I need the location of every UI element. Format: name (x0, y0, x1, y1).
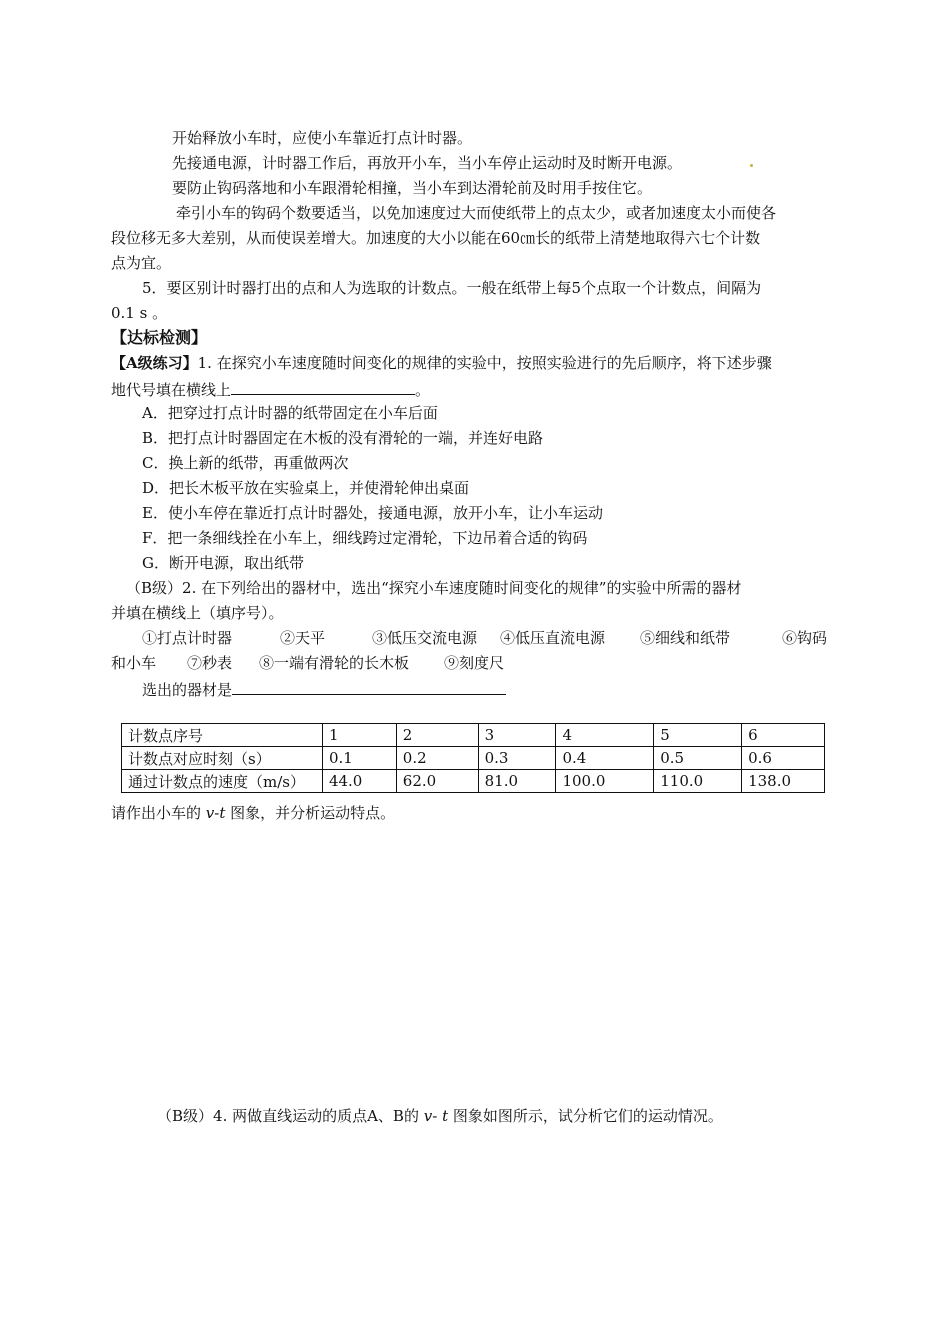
q1-answer-blank[interactable] (231, 378, 415, 395)
q1-stem-line-1 (111, 353, 772, 373)
q1-stem-a: 1. 在探究小车速度随时间变化的规律的实验中，按照实验进行的先后顺序，将下述步骤 (197, 354, 772, 372)
q4-dash: - (432, 1107, 443, 1125)
q3-var-v: v (205, 804, 215, 822)
q2-item-6-cont: 和小车 (111, 654, 157, 672)
table-cell: 计数点对应时刻（s） (122, 747, 323, 770)
table-cell: 计数点序号 (122, 724, 323, 747)
q4-var-t: t (442, 1107, 449, 1125)
table-cell: 通过计数点的速度（m/s） (122, 770, 323, 793)
table-cell: 100.0 (556, 770, 654, 793)
table-cell: 81.0 (478, 770, 556, 793)
note-2: 先接通电源，计时器工作后，再放开小车，当小车停止运动时及时断开电源。 (172, 154, 683, 172)
speck-mark (750, 164, 753, 167)
note-5-line-1: 5．要区别计时器打出的点和人为选取的计数点。一般在纸带上每5个点取一个计数点，间隔为 (142, 279, 762, 297)
table-cell: 6 (742, 724, 825, 747)
table-cell: 0.2 (396, 747, 478, 770)
q1-stem-end: 。 (415, 381, 431, 399)
q1-level-label: 【A级练习】 (111, 354, 198, 372)
table-cell: 62.0 (396, 770, 478, 793)
note-1: 开始释放小车时，应使小车靠近打点计时器。 (172, 129, 473, 147)
q1-option-e: E．使小车停在靠近打点计时器处，接通电源，放开小车，让小车运动 (142, 504, 603, 522)
q2-item-7: ⑦秒表 (187, 654, 233, 672)
note-3: 要防止钩码落地和小车跟滑轮相撞，当小车到达滑轮前及时用手按住它。 (172, 179, 653, 197)
q2-answer-blank[interactable] (232, 678, 506, 695)
table-cell: 1 (322, 724, 396, 747)
table-cell: 0.5 (654, 747, 742, 770)
table-row (122, 747, 825, 770)
table-cell: 0.4 (556, 747, 654, 770)
q4-text-a: （B级）4. 两做直线运动的质点A、B的 (157, 1107, 424, 1125)
table-cell: 0.3 (478, 747, 556, 770)
q2-item-5: ⑤细线和纸带 (640, 629, 731, 647)
q2-item-9: ⑨刻度尺 (444, 654, 505, 672)
q3-var-t: t (219, 804, 226, 822)
q4-text-b: 图象如图所示，试分析它们的运动情况。 (448, 1107, 723, 1125)
section-title: 【达标检测】 (111, 328, 208, 347)
table-cell: 4 (556, 724, 654, 747)
q3-dash: - (214, 804, 220, 822)
q2-item-8: ⑧一端有滑轮的长木板 (259, 654, 410, 672)
q2-answer-line (142, 678, 506, 700)
table-cell: 2 (396, 724, 478, 747)
q1-stem-line-2 (111, 378, 430, 400)
table-cell: 0.6 (742, 747, 825, 770)
q2-item-2: ②天平 (280, 629, 326, 647)
q1-option-d: D．把长木板平放在实验桌上，并使滑轮伸出桌面 (142, 479, 470, 497)
table-cell: 138.0 (742, 770, 825, 793)
q1-option-a: A．把穿过打点计时器的纸带固定在小车后面 (142, 404, 438, 422)
q3-text-a: 请作出小车的 (111, 804, 206, 822)
note-4-line-3: 点为宜。 (111, 254, 172, 272)
q1-option-b: B．把打点计时器固定在木板的没有滑轮的一端，并连好电路 (142, 429, 544, 447)
q2-stem-line-1: （B级）2. 在下列给出的器材中，选出“探究小车速度随时间变化的规律”的实验中所需的器材 (126, 579, 742, 597)
q1-stem-b: 地代号填在横线上 (111, 381, 232, 399)
table-cell: 110.0 (654, 770, 742, 793)
q3-question (111, 803, 395, 823)
note-4-line-2: 段位移无多大差别，从而使误差增大。加速度的大小以能在60㎝长的纸带上清楚地取得六七个计数 (111, 229, 761, 247)
q2-item-1: ①打点计时器 (142, 629, 233, 647)
table-cell: 3 (478, 724, 556, 747)
table-cell: 5 (654, 724, 742, 747)
table-row (122, 724, 825, 747)
q2-stem-line-2: 并填在横线上（填序号）。 (111, 604, 284, 622)
q1-option-f: F．把一条细线拴在小车上，细线跨过定滑轮，下边吊着合适的钩码 (142, 529, 588, 547)
q2-item-6: ⑥钩码 (782, 629, 828, 647)
table-cell: 44.0 (322, 770, 396, 793)
q4-var-v: v (423, 1107, 433, 1125)
q3-text-b: 图象，并分析运动特点。 (225, 804, 396, 822)
note-5-line-2: 0.1 s 。 (111, 304, 168, 322)
q4-question (157, 1106, 723, 1126)
note-4-line-1: 牵引小车的钩码个数要适当，以免加速度过大而使纸带上的点太少，或者加速度太小而使各 (176, 204, 777, 222)
q2-answer-label: 选出的器材是 (142, 681, 233, 699)
q2-item-3: ③低压交流电源 (372, 629, 478, 647)
table-cell: 0.1 (322, 747, 396, 770)
q2-item-4: ④低压直流电源 (500, 629, 606, 647)
data-table (121, 723, 825, 793)
q1-option-c: C．换上新的纸带，再重做两次 (142, 454, 349, 472)
q1-option-g: G．断开电源，取出纸带 (142, 554, 304, 572)
table-row (122, 770, 825, 793)
